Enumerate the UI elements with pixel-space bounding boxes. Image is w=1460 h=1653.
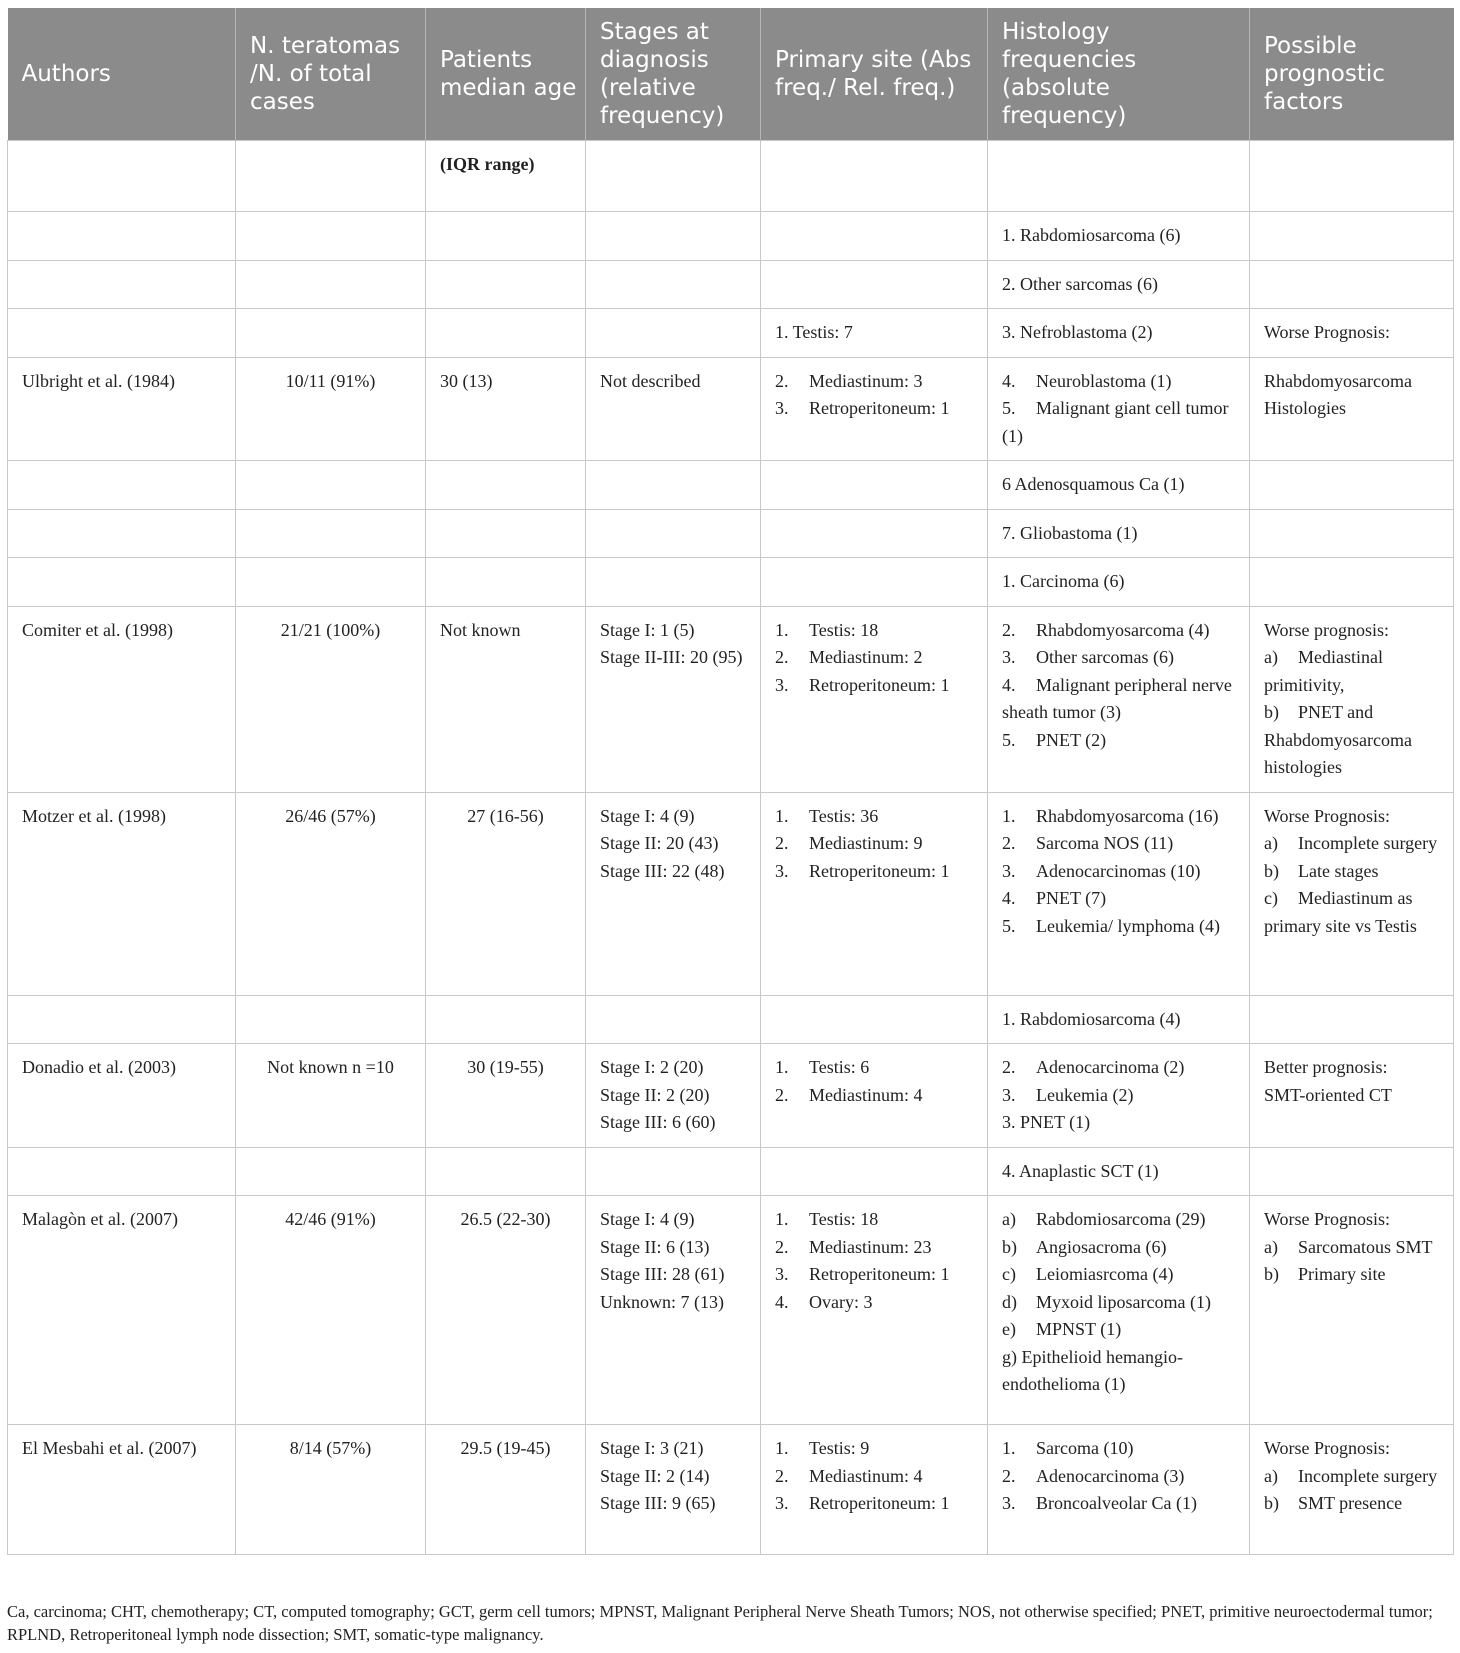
list-item: 2. Mediastinum: 4 (775, 1465, 923, 1486)
data-table-container (7, 8, 1453, 1555)
empty-cell (8, 309, 236, 358)
empty-cell (586, 212, 761, 261)
text-line: Stage III: 22 (48) (600, 860, 725, 881)
empty-cell (8, 1147, 236, 1196)
empty-cell (8, 509, 236, 558)
histology-cell (988, 606, 1250, 792)
histology-item: 4. Anaplastic SCT (1) (988, 1147, 1250, 1196)
table-row (8, 995, 1454, 1044)
list-item: 1. Testis: 18 (775, 1209, 879, 1229)
stages-cell (586, 1425, 761, 1555)
table-header-row (8, 8, 1454, 141)
primary-site-cell (761, 792, 988, 995)
n-teratomas-cell: 21/21 (100%) (236, 606, 426, 792)
list-item: 3. PNET (1) (1002, 1112, 1091, 1132)
table-footnote: Ca, carcinoma; CHT, chemotherapy; CT, computed tomography; GCT, germ cell tumors; MPNST, Malignant Peripheral Nerve Sheath Tumors; NOS, not otherwise specified; PNET, primitive neuroectodermal tumor; RPLND, Retroperitoneal lymph node dissection; SMT, somatic-type malignancy. (7, 1602, 1433, 1644)
empty-cell (586, 141, 761, 212)
n-teratomas-cell: 10/11 (91%) (236, 357, 426, 461)
empty-cell (236, 995, 426, 1044)
list-item: 5. Leukemia/ lymphoma (4) (1002, 915, 1220, 936)
primary-site-cell (761, 357, 988, 461)
histology-cell (988, 1196, 1250, 1425)
histology-cell (988, 357, 1250, 461)
list-item: a) Mediastinal primitivity, (1264, 647, 1383, 695)
text-line: SMT-oriented CT (1264, 1084, 1392, 1105)
table-row (8, 606, 1454, 792)
histology-item: 3. Nefroblastoma (2) (988, 309, 1250, 358)
empty-cell (761, 260, 988, 309)
n-teratomas-cell: 26/46 (57%) (236, 792, 426, 995)
empty-cell (586, 309, 761, 358)
table-row (8, 509, 1454, 558)
list-item: a) Sarcomatous SMT (1264, 1236, 1433, 1257)
table-row (8, 792, 1454, 995)
list-item: 2. Mediastinum: 23 (775, 1236, 932, 1257)
list-item: 1. Testis: 6 (775, 1057, 870, 1077)
list-item: c) Mediastinum as primary site vs Testis (1264, 888, 1417, 936)
empty-cell (236, 1147, 426, 1196)
text-line: Stage I: 4 (9) (600, 805, 695, 826)
empty-cell (761, 1147, 988, 1196)
empty-cell (236, 558, 426, 607)
empty-cell (586, 509, 761, 558)
text-line: Stage I: 1 (5) (600, 619, 695, 640)
text-line: Stage II: 2 (14) (600, 1465, 710, 1486)
list-item: 3. Retroperitoneum: 1 (775, 674, 950, 695)
primary-site-cell (761, 1196, 988, 1425)
empty-cell (1250, 212, 1454, 261)
primary-site-cell (761, 1044, 988, 1148)
subheader-iqr-range: (IQR range) (426, 141, 586, 212)
stages-cell (586, 606, 761, 792)
list-item: Worse Prognosis: (1264, 805, 1391, 826)
header-median-age: Patients median age (426, 8, 586, 141)
empty-cell (988, 141, 1250, 212)
text-line: Unknown: 7 (13) (600, 1291, 724, 1312)
empty-cell (236, 309, 426, 358)
text-line: Stage III: 28 (61) (600, 1264, 725, 1284)
prognostic-factors-cell: Rhabdomyosarcoma Histologies (1250, 357, 1454, 461)
median-age-cell: Not known (426, 606, 586, 792)
list-item: 1. Testis: 9 (775, 1438, 870, 1458)
median-age-cell: 27 (16-56) (426, 792, 586, 995)
list-item: 3. Retroperitoneum: 1 (775, 1493, 950, 1513)
empty-cell (1250, 260, 1454, 309)
stages-cell (586, 1044, 761, 1148)
list-item: 1. Testis: 36 (775, 805, 879, 826)
list-item: 3. Leukemia (2) (1002, 1084, 1134, 1105)
empty-cell (426, 212, 586, 261)
empty-cell (586, 260, 761, 309)
empty-cell (236, 260, 426, 309)
empty-cell (1250, 558, 1454, 607)
n-teratomas-cell: 8/14 (57%) (236, 1425, 426, 1555)
empty-cell (586, 1147, 761, 1196)
empty-cell (426, 260, 586, 309)
median-age-cell: 29.5 (19-45) (426, 1425, 586, 1555)
list-item: 3. Other sarcomas (6) (1002, 647, 1174, 667)
header-primary-site: Primary site (Abs freq./ Rel. freq.) (761, 8, 988, 141)
empty-cell (236, 509, 426, 558)
histology-item: 6 Adenosquamous Ca (1) (988, 461, 1250, 510)
n-teratomas-cell: Not known n =10 (236, 1044, 426, 1148)
header-stages: Stages at diagnosis (relative frequency) (586, 8, 761, 141)
list-item: 3. Broncoalveolar Ca (1) (1002, 1493, 1197, 1513)
list-item: b) Angiosacroma (6) (1002, 1236, 1167, 1257)
author-cell: Malagòn et al. (2007) (8, 1196, 236, 1425)
table-row (8, 212, 1454, 261)
prognosis-label: Worse Prognosis: (1250, 309, 1454, 358)
list-item: Worse prognosis: (1264, 619, 1390, 640)
empty-cell (586, 461, 761, 510)
histology-item: 1. Rabdomiosarcoma (6) (988, 212, 1250, 261)
list-item: b) PNET and Rhabdomyosarcoma histologies (1264, 702, 1412, 777)
empty-cell (761, 141, 988, 212)
empty-cell (8, 995, 236, 1044)
list-item: 3. Retroperitoneum: 1 (775, 398, 950, 418)
list-item: a) Incomplete surgery (1264, 1465, 1438, 1486)
empty-cell (8, 558, 236, 607)
empty-cell (8, 461, 236, 510)
text-line: Stage I: 2 (20) (600, 1057, 704, 1077)
stages-cell (586, 1196, 761, 1425)
list-item: 1. Sarcoma (10) (1002, 1438, 1134, 1458)
table-row (8, 1425, 1454, 1555)
n-teratomas-cell: 42/46 (91%) (236, 1196, 426, 1425)
prognostic-factors-cell (1250, 792, 1454, 995)
empty-cell (761, 509, 988, 558)
table-row (8, 558, 1454, 607)
histology-cell (988, 1044, 1250, 1148)
list-item: b) Primary site (1264, 1264, 1386, 1284)
list-item: 3. Retroperitoneum: 1 (775, 860, 950, 881)
list-item: 1. Testis: 18 (775, 619, 879, 640)
empty-cell (426, 1147, 586, 1196)
author-cell: Ulbright et al. (1984) (8, 357, 236, 461)
list-item: 4. Ovary: 3 (775, 1291, 873, 1312)
primary-site-cell (761, 1425, 988, 1555)
list-item: a) Incomplete surgery (1264, 833, 1438, 853)
list-item: Worse Prognosis: (1264, 1438, 1391, 1458)
list-item: 2. Mediastinum: 2 (775, 647, 923, 667)
list-item: 2. Adenocarcinoma (2) (1002, 1057, 1185, 1077)
empty-cell (426, 461, 586, 510)
histology-cell (988, 792, 1250, 995)
stages-cell (586, 792, 761, 995)
primary-site-item: 1. Testis: 7 (761, 309, 988, 358)
teratoma-studies-table (7, 8, 1454, 1555)
empty-cell (426, 509, 586, 558)
empty-cell (586, 558, 761, 607)
list-item: 2. Mediastinum: 9 (775, 833, 923, 853)
empty-cell (1250, 1147, 1454, 1196)
list-item: b) SMT presence (1264, 1493, 1403, 1513)
median-age-cell: 26.5 (22-30) (426, 1196, 586, 1425)
list-item: 1. Rhabdomyosarcoma (16) (1002, 805, 1219, 826)
prognostic-factors-cell (1250, 1044, 1454, 1148)
text-line: Stage II: 2 (20) (600, 1084, 710, 1105)
empty-cell (426, 309, 586, 358)
text-line: Stage I: 3 (21) (600, 1438, 704, 1458)
prognostic-factors-cell (1250, 1425, 1454, 1555)
list-item: g) Epithelioid hemangio-endothelioma (1) (1002, 1346, 1183, 1394)
header-prognostic-factors: Possible prognostic factors (1250, 8, 1454, 141)
text-line: Stage I: 4 (9) (600, 1209, 695, 1229)
empty-cell (1250, 995, 1454, 1044)
empty-cell (236, 141, 426, 212)
median-age-cell: 30 (19-55) (426, 1044, 586, 1148)
list-item: 2. Adenocarcinoma (3) (1002, 1465, 1185, 1486)
table-row (8, 461, 1454, 510)
list-item: 2. Mediastinum: 4 (775, 1084, 923, 1105)
list-item: 3. Adenocarcinomas (10) (1002, 860, 1201, 881)
empty-cell (761, 461, 988, 510)
list-item: 5. Malignant giant cell tumor (1) (1002, 398, 1229, 446)
empty-cell (236, 461, 426, 510)
header-n-teratomas: N. teratomas /N. of total cases (236, 8, 426, 141)
empty-cell (8, 212, 236, 261)
author-cell: Donadio et al. (2003) (8, 1044, 236, 1148)
prognostic-factors-cell (1250, 606, 1454, 792)
list-item: 3. Retroperitoneum: 1 (775, 1264, 950, 1284)
empty-cell (1250, 509, 1454, 558)
histology-item: 2. Other sarcomas (6) (988, 260, 1250, 309)
empty-cell (761, 558, 988, 607)
author-cell: El Mesbahi et al. (2007) (8, 1425, 236, 1555)
list-item: b) Late stages (1264, 860, 1379, 881)
text-line: Stage II: 20 (43) (600, 833, 719, 853)
prognostic-factors-cell (1250, 1196, 1454, 1425)
empty-cell (1250, 461, 1454, 510)
list-item: c) Leiomiasrcoma (4) (1002, 1264, 1174, 1284)
text-line: Stage III: 6 (60) (600, 1112, 716, 1132)
table-row (8, 357, 1454, 461)
table-row (8, 1044, 1454, 1148)
histology-item: 1. Carcinoma (6) (988, 558, 1250, 607)
list-item: 4. Malignant peripheral nerve sheath tumor (3) (1002, 674, 1232, 722)
empty-cell (8, 260, 236, 309)
empty-cell (761, 212, 988, 261)
histology-item: 7. Gliobastoma (1) (988, 509, 1250, 558)
list-item: 4. PNET (7) (1002, 888, 1107, 908)
empty-cell (426, 995, 586, 1044)
primary-site-cell (761, 606, 988, 792)
list-item: d) Myxoid liposarcoma (1) (1002, 1291, 1211, 1312)
empty-cell (236, 212, 426, 261)
empty-cell (426, 558, 586, 607)
list-item: 4. Neuroblastoma (1) (1002, 370, 1172, 391)
list-item: a) Rabdomiosarcoma (29) (1002, 1209, 1206, 1229)
table-row (8, 141, 1454, 212)
text-line: Stage III: 9 (65) (600, 1493, 716, 1513)
list-item: 2. Mediastinum: 3 (775, 370, 923, 391)
median-age-cell: 30 (13) (426, 357, 586, 461)
author-cell: Comiter et al. (1998) (8, 606, 236, 792)
histology-item: 1. Rabdomiosarcoma (4) (988, 995, 1250, 1044)
table-row (8, 260, 1454, 309)
text-line: Stage II-III: 20 (95) (600, 647, 743, 667)
author-cell: Motzer et al. (1998) (8, 792, 236, 995)
histology-cell (988, 1425, 1250, 1555)
table-row (8, 1147, 1454, 1196)
empty-cell (761, 995, 988, 1044)
table-row (8, 1196, 1454, 1425)
empty-cell (8, 141, 236, 212)
list-item: 5. PNET (2) (1002, 729, 1107, 750)
header-authors: Authors (8, 8, 236, 141)
empty-cell (1250, 141, 1454, 212)
list-item: Worse Prognosis: (1264, 1209, 1391, 1229)
list-item: 2. Sarcoma NOS (11) (1002, 833, 1174, 853)
list-item: e) MPNST (1) (1002, 1319, 1122, 1339)
stages-cell: Not described (586, 357, 761, 461)
empty-cell (586, 995, 761, 1044)
list-item: 2. Rhabdomyosarcoma (4) (1002, 619, 1210, 640)
header-histology: Histology frequencies (absolute frequency) (988, 8, 1250, 141)
text-line: Better prognosis: (1264, 1057, 1388, 1077)
text-line: Stage II: 6 (13) (600, 1236, 710, 1257)
table-row (8, 309, 1454, 358)
